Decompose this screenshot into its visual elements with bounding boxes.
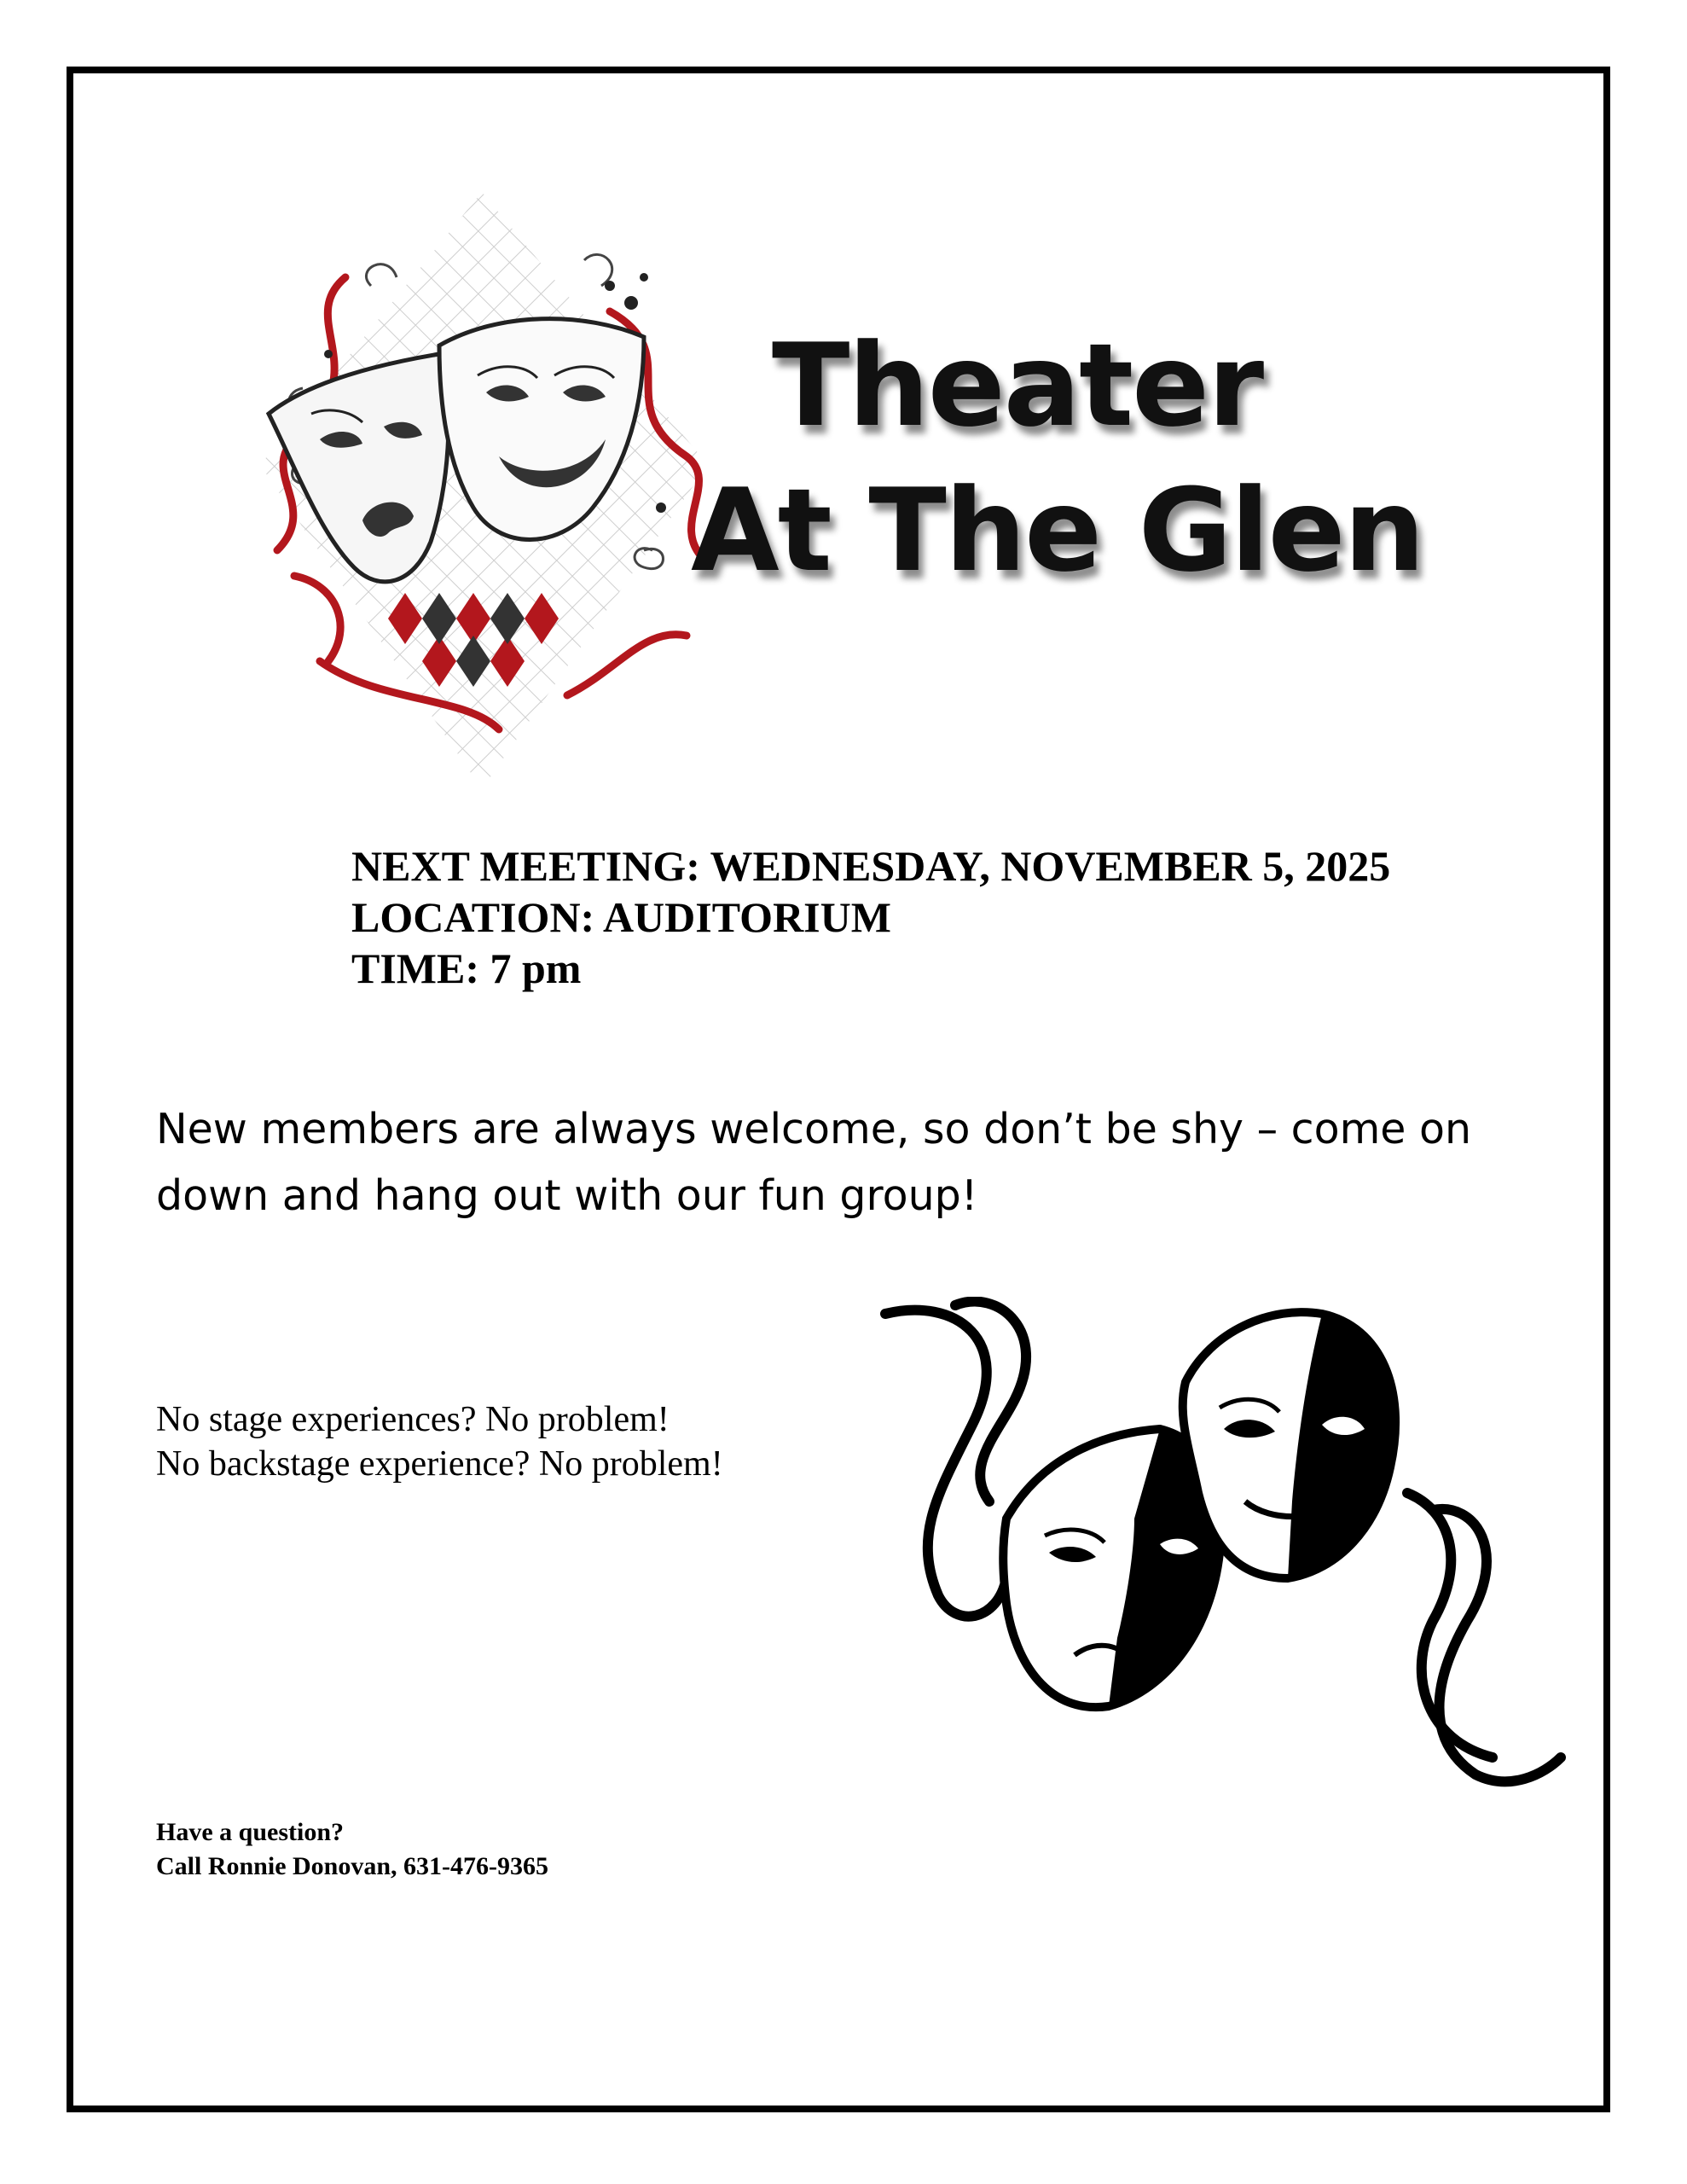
welcome-message: New members are always welcome, so don’t be shy – come on down and hang out with our fun group!	[156, 1105, 1472, 1220]
contact-question: Have a question?	[156, 1818, 345, 1846]
meeting-info	[351, 840, 1390, 994]
next-meeting: NEXT MEETING: WEDNESDAY, NOVEMBER 5, 2025	[351, 842, 1391, 890]
meeting-time: TIME: 7 pm	[351, 944, 582, 992]
logo-title	[691, 319, 1423, 597]
contact-call: Call Ronnie Donovan, 631-476-9365	[156, 1852, 549, 1880]
contact-info	[156, 1815, 548, 1884]
reassurance-text	[156, 1397, 723, 1486]
logo-title-line1: Theater	[772, 319, 1263, 452]
black-white-theater-masks-icon	[878, 1297, 1569, 1809]
meeting-location: LOCATION: AUDITORIUM	[351, 893, 891, 941]
reassurance-line-2: No backstage experience? No problem!	[156, 1444, 723, 1484]
comedy-tragedy-masks-icon	[243, 183, 721, 798]
logo-title-line2: At The Glen	[691, 464, 1423, 597]
reassurance-line-1: No stage experiences? No problem!	[156, 1400, 670, 1439]
